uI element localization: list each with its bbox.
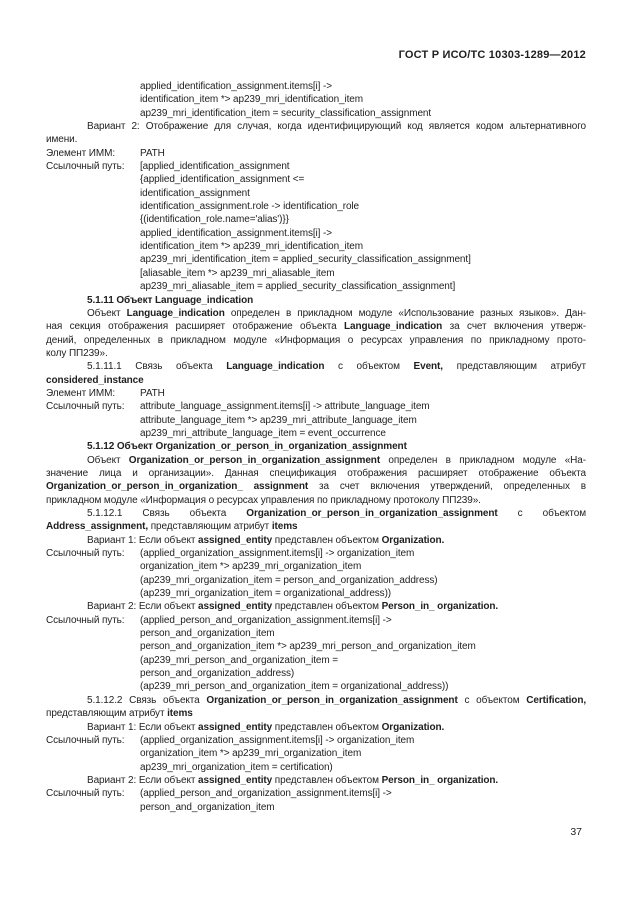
text-segment: значение лица и организации». Данная спецификация отображения расширяет отображение объекта [46, 467, 586, 479]
text-line [46, 535, 586, 548]
bold-text-segment: Organization. [381, 721, 445, 733]
text-segment: Вариант 2: Отображение для случая, когда идентифицирующий код является кодом альтернативного [87, 121, 586, 133]
bold-text-segment: items [167, 708, 193, 720]
bold-text-segment: 5.1.11 Объект Language_indication [87, 294, 254, 306]
text-segment: представляющим атрибут [148, 521, 272, 533]
text-segment: (ap239_mri_organization_item = organizational_address)) [140, 588, 392, 600]
field-label: Ссылочный путь: [46, 614, 125, 626]
text-segment: {applied_identification_assignment <= [140, 174, 305, 186]
bold-text-segment: assigned_entity [198, 601, 273, 613]
text-line [46, 455, 586, 468]
field-label: Ссылочный путь: [46, 734, 125, 746]
bold-text-segment: Organization_or_person_in_organization_assignment [206, 694, 458, 706]
text-segment: ap239_mri_organization_item = certification) [140, 761, 333, 773]
bold-text-segment: Event, [413, 361, 443, 373]
text-segment: представляющим атрибут [46, 708, 168, 720]
text-segment: представляющим атрибут [442, 361, 586, 373]
text-segment: applied_identification_assignment.items[i] -> [140, 227, 332, 239]
label-value-line [46, 148, 586, 161]
label-value-line [46, 788, 586, 801]
text-segment: представлен объектом [272, 601, 382, 613]
field-label: Элемент ИММ: [46, 147, 115, 159]
text-line [46, 695, 586, 708]
text-line [46, 481, 586, 494]
label-value-line [46, 388, 586, 401]
text-segment: Вариант 1: Если объект [87, 534, 199, 546]
field-label: Элемент ИММ: [46, 387, 115, 399]
text-segment: ap239_mri_identification_item = applied_security_classification_assignment] [140, 254, 471, 266]
content-lines [46, 81, 586, 815]
text-segment: identification_item *> ap239_mri_identification_item [140, 241, 363, 253]
text-line [46, 295, 586, 308]
text-line [46, 802, 586, 815]
label-value-line [46, 548, 586, 561]
text-segment: представлен объектом [272, 534, 382, 546]
text-line [46, 748, 586, 761]
bold-text-segment: Language_indication [344, 321, 443, 333]
text-line [46, 775, 586, 788]
text-segment: [applied_identification_assignment [140, 161, 290, 173]
text-segment: organization_item *> ap239_mri_organization_item [140, 561, 362, 573]
text-segment: person_and_organization_address) [140, 668, 295, 680]
text-line [46, 188, 586, 201]
text-segment: Вариант 2: Если объект [87, 774, 199, 786]
text-segment: (ap239_mri_organization_item = person_and_organization_address) [140, 574, 438, 586]
bold-text-segment: Organization_or_person_in_organization_assignment [246, 508, 498, 519]
bold-text-segment: Address_assignment, [46, 521, 149, 533]
text-segment: organization_item *> ap239_mri_organization_item [140, 748, 362, 760]
text-line [46, 348, 586, 361]
text-segment: Вариант 2: Если объект [87, 601, 199, 613]
text-segment: ap239_mri_aliasable_item = applied_security_classification_assignment] [140, 281, 456, 293]
text-line [46, 228, 586, 241]
text-line [46, 588, 586, 601]
text-segment: PATH [140, 147, 165, 159]
bold-text-segment: considered_instance [46, 374, 144, 386]
text-line [46, 415, 586, 428]
text-segment: identification_assignment.role -> identification_role [140, 201, 359, 213]
bold-text-segment: items [271, 521, 298, 533]
text-segment: (ap239_mri_person_and_organization_item = organizational_address)) [140, 681, 449, 693]
text-segment: 5.1.12.2 Связь объекта [87, 694, 207, 706]
label-value-line [46, 161, 586, 174]
bold-text-segment: assigned_entity [198, 721, 273, 733]
label-value-line [46, 735, 586, 748]
text-line [46, 441, 586, 454]
text-line [46, 361, 586, 374]
text-line [46, 495, 586, 508]
text-segment: Объект [87, 454, 129, 466]
text-segment: дений, определенных в прикладном модуле «Информация о ресурсах управления по прикладному прото- [46, 334, 586, 346]
text-segment: (applied_organization_assignment.items[i] -> organization_item [140, 548, 415, 560]
text-segment: 5.1.11.1 Связь объекта [87, 361, 227, 373]
text-line [46, 134, 586, 147]
bold-text-segment: Certification, [526, 694, 586, 706]
bold-text-segment: Organization_or_person_in_organization_assignment [128, 454, 381, 466]
text-segment: person_and_organization_item *> ap239_mri_person_and_organization_item [140, 641, 476, 653]
label-value-line [46, 401, 586, 414]
text-segment: имени. [46, 134, 78, 146]
text-segment: с объектом [324, 361, 414, 373]
text-segment: person_and_organization_item [140, 628, 275, 640]
text-line [46, 108, 586, 121]
text-segment: PATH [140, 387, 165, 399]
text-segment: определен в прикладном модуле «Использование разных языков». Дан- [224, 307, 586, 319]
text-segment: ap239_mri_identification_item = security_classification_assignment [140, 107, 432, 119]
text-line [46, 641, 586, 654]
text-line [46, 508, 586, 521]
text-segment: ная секция отображения расширяет отображение объекта [46, 321, 345, 333]
bold-text-segment: Person_in_ organization. [381, 774, 499, 786]
bold-text-segment: assigned_entity [198, 534, 273, 546]
text-line [46, 668, 586, 681]
field-label: Ссылочный путь: [46, 788, 125, 800]
field-label: Ссылочный путь: [46, 548, 125, 560]
text-segment: представлен объектом [272, 721, 382, 733]
text-segment: identification_item *> ap239_mri_identification_item [140, 94, 363, 106]
text-segment: (applied_person_and_organization_assignment.items[i] -> [140, 614, 392, 626]
page-number: 37 [570, 826, 582, 838]
text-segment: за счет включения утверждений, определенных в [308, 481, 586, 493]
text-segment: колу ПП239». [46, 347, 108, 359]
bold-text-segment: Language_indication [126, 307, 225, 319]
bold-text-segment: Organization. [381, 534, 445, 546]
text-line [46, 174, 586, 187]
text-line [46, 468, 586, 481]
text-line [46, 655, 586, 668]
label-value-line [46, 615, 586, 628]
text-line [46, 521, 586, 534]
text-line [46, 681, 586, 694]
text-segment: identification_assignment [140, 187, 250, 199]
text-segment: 5.1.12.1 Связь объекта [87, 508, 247, 519]
text-line [46, 321, 586, 334]
text-line [46, 575, 586, 588]
text-line [46, 308, 586, 321]
text-line [46, 561, 586, 574]
text-segment: представлен объектом [272, 774, 382, 786]
text-segment: attribute_language_item *> ap239_mri_attribute_language_item [140, 414, 417, 426]
text-line [46, 428, 586, 441]
page-header: ГОСТ Р ИСО/ТС 10303-1289—2012 [398, 49, 586, 61]
text-segment: ap239_mri_attribute_language_item = event_occurrence [140, 427, 386, 439]
text-line [46, 708, 586, 721]
text-segment: с объектом [457, 694, 527, 706]
text-segment: attribute_language_assignment.items[i] -> attribute_language_item [140, 401, 430, 413]
bold-text-segment: assigned_entity [198, 774, 273, 786]
text-line [46, 268, 586, 281]
text-line [46, 201, 586, 214]
bold-text-segment: Language_indication [226, 361, 325, 373]
text-line [46, 281, 586, 294]
field-label: Ссылочный путь: [46, 161, 125, 173]
text-segment: applied_identification_assignment.items[i] -> [140, 81, 332, 92]
text-segment: [aliasable_item *> ap239_mri_aliasable_item [140, 267, 335, 279]
text-segment: прикладном модуле «Информация о ресурсах управления по прикладному протоколу ПП239». [46, 494, 481, 506]
text-line [46, 762, 586, 775]
text-line [46, 722, 586, 735]
text-segment: Вариант 1: Если объект [87, 721, 199, 733]
text-line [46, 628, 586, 641]
text-line [46, 335, 586, 348]
bold-text-segment: 5.1.12 Объект Organization_or_person_in_organization_assignment [87, 441, 407, 453]
text-line [46, 241, 586, 254]
text-segment: за счет включения утверж- [442, 321, 586, 333]
text-segment: person_and_organization_item [140, 801, 275, 813]
text-line [46, 94, 586, 107]
bold-text-segment: Organization_or_person_in_organization_ assignment [46, 481, 309, 493]
text-line [46, 375, 586, 388]
text-segment: (applied_organization_assignment.items[i] -> organization_item [140, 734, 415, 746]
text-line [46, 254, 586, 267]
text-segment: (applied_person_and_organization_assignment.items[i] -> [140, 788, 392, 800]
text-segment: (ap239_mri_person_and_organization_item = [140, 654, 338, 666]
text-line [46, 214, 586, 227]
text-line [46, 81, 586, 94]
text-segment: определен в прикладном модуле «На- [380, 454, 586, 466]
bold-text-segment: Person_in_ organization. [381, 601, 499, 613]
text-segment: с объектом [497, 508, 586, 519]
field-label: Ссылочный путь: [46, 401, 125, 413]
text-line [46, 601, 586, 614]
text-line [46, 121, 586, 134]
text-segment: {(identification_role.name='alias')}} [140, 214, 289, 226]
text-segment: Объект [87, 307, 127, 319]
